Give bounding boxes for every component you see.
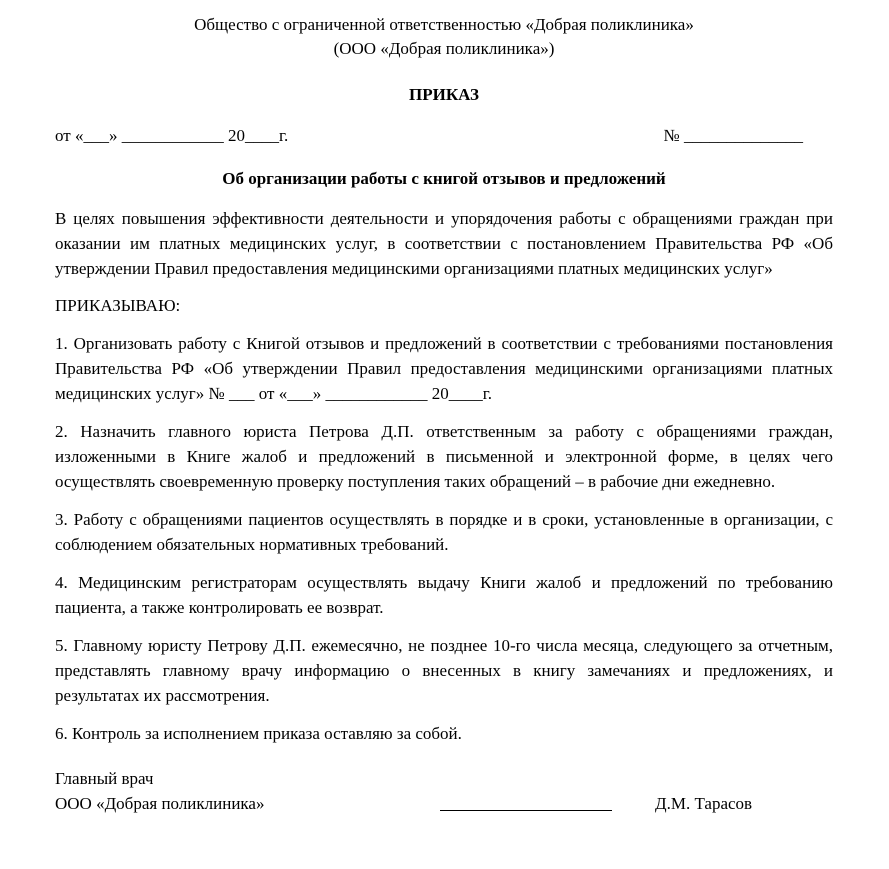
date-number-row — [55, 123, 833, 148]
org-name-line1: Общество с ограниченной ответственностью «Добрая поликлиника» — [194, 15, 694, 34]
order-item-1: 1. Организовать работу с Книгой отзывов и предложений в соответствии с требованиями постановления Правительства РФ «Об утверждении Правил предоставления медицинскими организациями платных медицинских услуг» № ___ от «___» ____________ 20____г. — [55, 334, 833, 403]
order-item-2: 2. Назначить главного юриста Петрова Д.П. ответственным за работу с обращениями граждан, изложенными в Книге жалоб и предложений в письменной и электронной форме, в целях чего осуществлять своевременную проверку поступления таких обращений – в рабочие дни ежедневно. — [55, 422, 833, 491]
signature-block — [55, 766, 833, 816]
order-item-5: 5. Главному юристу Петрову Д.П. ежемесячно, не позднее 10-го числа месяца, следующего за отчетным, представлять главному врачу информацию о внесенных в книгу замечаниях и предложениях, и результатах их рассмотрения. — [55, 636, 833, 705]
signature-row — [55, 791, 833, 816]
order-item-3: 3. Работу с обращениями пациентов осуществлять в порядке и в сроки, установленные в организации, с соблюдением обязательных нормативных требований. — [55, 510, 833, 554]
order-item-6: 6. Контроль за исполнением приказа оставляю за собой. — [55, 724, 462, 743]
number-line: № ______________ — [663, 126, 803, 145]
signature-line — [440, 809, 612, 811]
signer-position-line2: ООО «Добрая поликлиника» — [55, 794, 265, 813]
org-name-line2: (ООО «Добрая поликлиника») — [333, 39, 555, 58]
orders-intro: ПРИКАЗЫВАЮ: — [55, 296, 181, 315]
preamble-paragraph: В целях повышения эффективности деятельности и упорядочения работы с обращениями граждан при оказании им платных медицинских услуг, в соответствии с постановлением Правительства РФ «Об утверждении Правил предоставления медицинскими организациями платных медицинских услуг» — [55, 209, 833, 278]
order-item-4: 4. Медицинским регистраторам осуществлять выдачу Книги жалоб и предложений по требованию пациента, а также контролировать ее возврат. — [55, 573, 833, 617]
date-line: от «___» ____________ 20____г. — [55, 126, 289, 145]
signer-position-line1: Главный врач — [55, 769, 154, 788]
subject-line: Об организации работы с книгой отзывов и предложений — [222, 169, 666, 188]
signer-name: Д.М. Тарасов — [655, 794, 753, 813]
doc-type-title: ПРИКАЗ — [409, 85, 479, 104]
